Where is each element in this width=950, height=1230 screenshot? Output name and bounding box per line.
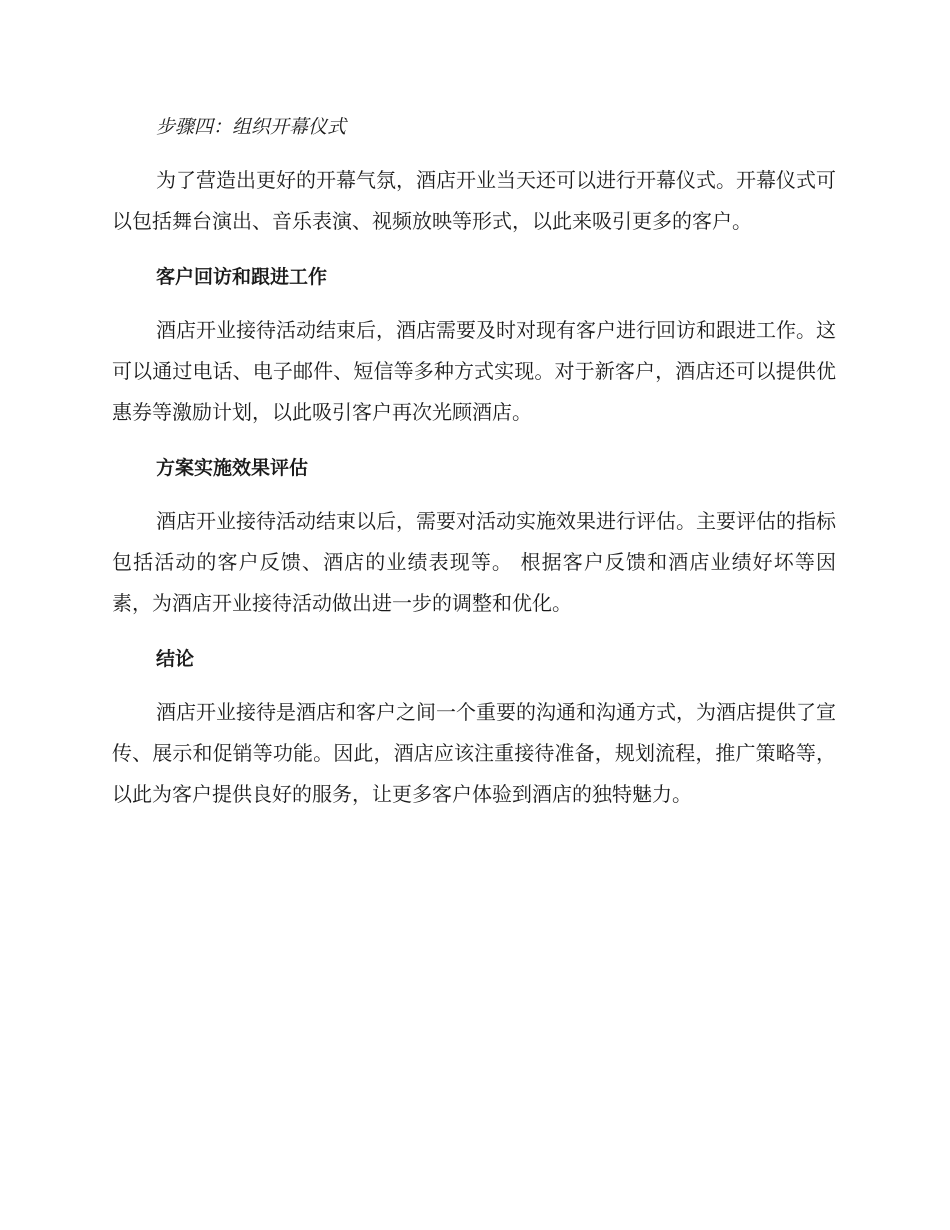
section-customer-followup xyxy=(112,258,836,433)
section-heading: 客户回访和跟进工作 xyxy=(156,266,328,288)
paragraph: 酒店开业接待是酒店和客户之间一个重要的沟通和沟通方式，为酒店提供了宣传、展示和促销等功能。因此，酒店应该注重接待准备，规划流程，推广策略等， 以此为客户提供良好的服务，让更多客户体验到酒店的独特魅力。 xyxy=(112,700,836,806)
paragraph: 酒店开业接待活动结束后，酒店需要及时对现有客户进行回访和跟进工作。这可以通过电话、电子邮件、短信等多种方式实现。对于新客户，酒店还可以提供优惠券等激励计划，以此吸引客户再次光顾酒店。 xyxy=(112,318,836,424)
paragraph: 为了营造出更好的开幕气氛，酒店开业当天还可以进行开幕仪式。开幕仪式可以包括舞台演出、音乐表演、视频放映等形式，以此来吸引更多的客户。 xyxy=(112,168,836,233)
section-heading: 结论 xyxy=(156,648,195,670)
step-heading: 步骤四：组织开幕仪式 xyxy=(156,116,347,138)
section-conclusion xyxy=(112,640,836,815)
document-page xyxy=(112,108,836,831)
section-opening-ceremony xyxy=(112,108,836,242)
section-effect-evaluation xyxy=(112,449,836,624)
paragraph: 酒店开业接待活动结束以后，需要对活动实施效果进行评估。主要评估的指标包括活动的客户反馈、酒店的业绩表现等。 根据客户反馈和酒店业绩好坏等因素，为酒店开业接待活动做出进一步的调整和优化。 xyxy=(112,509,836,615)
section-heading: 方案实施效果评估 xyxy=(156,457,309,479)
